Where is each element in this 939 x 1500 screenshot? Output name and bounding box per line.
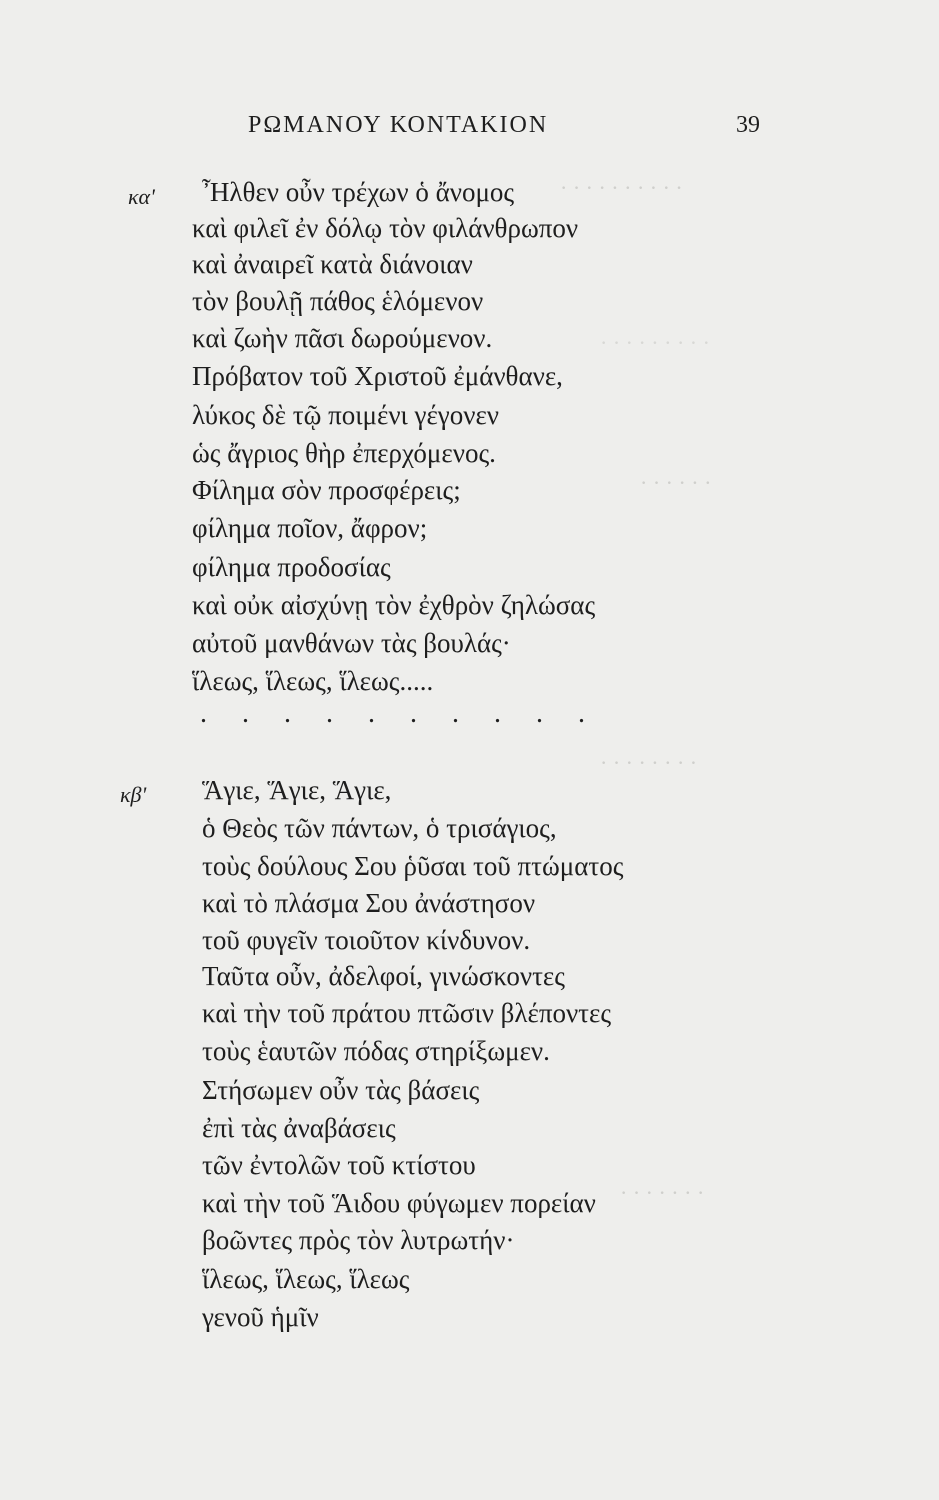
verse-line: λύκος δὲ τῷ ποιμένι γέγονεν (192, 400, 499, 430)
show-through-text: · · · · · · (640, 470, 712, 495)
verse-line: Ταῦτα οὖν, ἀδελφοί, γινώσκοντες (202, 961, 565, 991)
verse-line: φίλημα ποῖον, ἄφρον; (192, 513, 428, 543)
verse-line: τὸν βουλῇ πάθος ἑλόμενον (192, 286, 484, 316)
verse-line: τοὺς δούλους Σου ῥῦσαι τοῦ πτώματος (202, 851, 624, 881)
verse-line: γενοῦ ἡμῖν (202, 1302, 319, 1332)
verse-line: ὡς ἄγριος θὴρ ἐπερχόμενος. (192, 438, 496, 468)
verse-line: αὐτοῦ μανθάνων τὰς βουλάς· (192, 628, 511, 658)
verse-line: βοῶντες πρὸς τὸν λυτρωτήν· (202, 1225, 515, 1255)
verse-line: καὶ ἀναιρεῖ κατὰ διάνοιαν (192, 249, 473, 279)
show-through-text: · · · · · · · · · (600, 330, 710, 355)
stanza-number: κα' (128, 184, 155, 209)
omission-dots: . . . . . . . . . . (200, 698, 599, 729)
verse-line: ἵλεως, ἵλεως, ἵλεως..... (192, 666, 434, 696)
show-through-text: · · · · · · · · · · (560, 175, 683, 200)
verse-line: ὁ Θεὸς τῶν πάντων, ὁ τρισάγιος, (202, 813, 557, 843)
verse-line: τῶν ἐντολῶν τοῦ κτίστου (202, 1150, 476, 1180)
verse-line: Φίλημα σὸν προσφέρεις; (192, 475, 461, 505)
verse-line: τοὺς ἑαυτῶν πόδας στηρίξωμεν. (202, 1036, 550, 1066)
verse-line: καὶ ζωὴν πᾶσι δωρούμενον. (192, 323, 493, 353)
verse-line: Στήσωμεν οὖν τὰς βάσεις (202, 1075, 480, 1105)
verse-line: Ἦλθεν οὖν τρέχων ὁ ἄνομος (202, 177, 515, 207)
verse-line: Ἅγιε, Ἅγιε, Ἅγιε, (202, 775, 392, 805)
show-through-text: · · · · · · · · (600, 750, 698, 775)
verse-line: ἐπὶ τὰς ἀναβάσεις (202, 1113, 396, 1143)
page-header (240, 112, 760, 148)
page-number: 39 (736, 112, 760, 138)
stanza-number: κβ' (120, 782, 147, 807)
verse-line: καὶ τὴν τοῦ Ἅιδου φύγωμεν πορείαν (202, 1188, 596, 1218)
running-title: ΡΩΜΑΝΟΥ ΚΟΝΤΑΚΙΟΝ (248, 112, 549, 138)
verse-line: καὶ τὴν τοῦ πράτου πτῶσιν βλέποντες (202, 998, 612, 1028)
verse-line: ἵλεως, ἵλεως, ἵλεως (202, 1264, 410, 1294)
verse-line: Πρόβατον τοῦ Χριστοῦ ἐμάνθανε, (192, 361, 563, 391)
verse-line: καὶ τὸ πλάσμα Σου ἀνάστησον (202, 888, 536, 918)
verse-line: καὶ φιλεῖ ἐν δόλῳ τὸν φιλάνθρωπον (192, 213, 579, 243)
verse-line: φίλημα προδοσίας (192, 552, 391, 582)
verse-line: καὶ οὐκ αἰσχύνῃ τὸν ἐχθρὸν ζηλώσας (192, 590, 596, 620)
verse-line: τοῦ φυγεῖν τοιοῦτον κίνδυνον. (202, 925, 531, 955)
show-through-text: · · · · · · · (620, 1180, 705, 1205)
